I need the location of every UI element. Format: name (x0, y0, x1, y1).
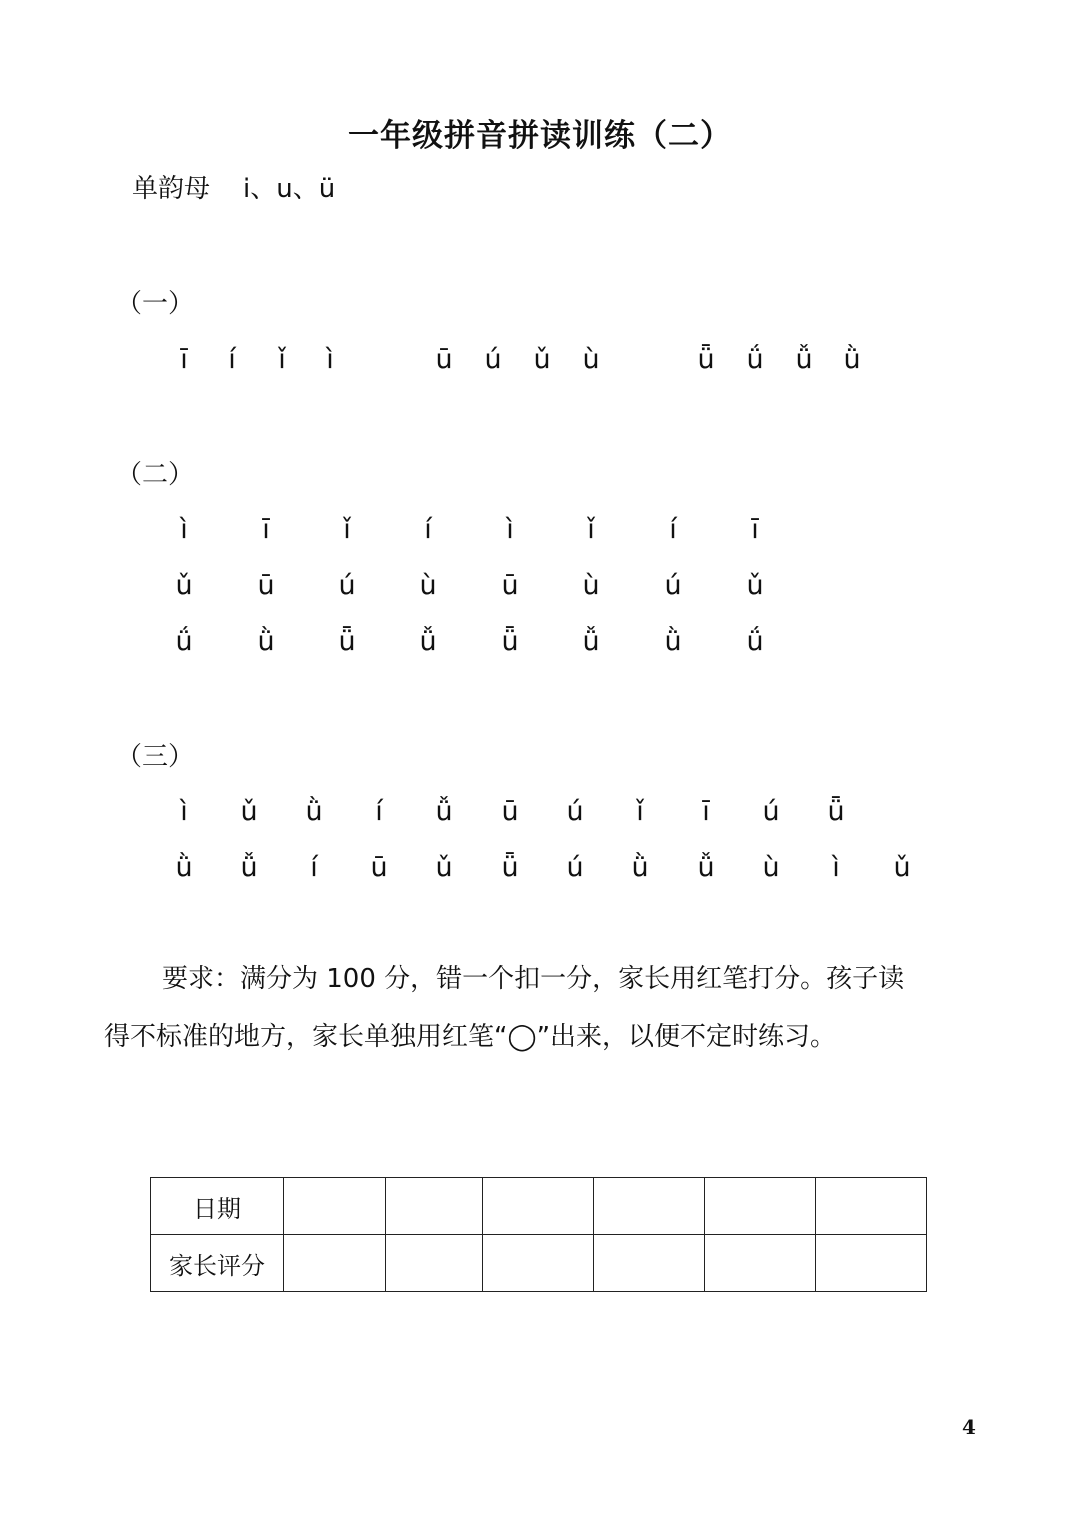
pinyin-syllable: ǚ (582, 626, 600, 657)
pinyin-syllable: ǜ (664, 626, 682, 657)
pinyin-syllable: ǜ (631, 852, 649, 883)
date-label: 日期 (151, 1178, 284, 1235)
pinyin-syllable: ǔ (893, 852, 911, 883)
score-cell[interactable] (483, 1235, 594, 1292)
pinyin-syllable: ì (506, 514, 514, 545)
pinyin-syllable: ú (566, 796, 584, 827)
date-cell[interactable] (816, 1178, 927, 1235)
pinyin-syllable: ǚ (419, 626, 437, 657)
score-row (151, 1235, 927, 1292)
section-label-1: （一） (116, 289, 195, 319)
pinyin-syllable: ǔ (240, 796, 258, 827)
date-cell[interactable] (483, 1178, 594, 1235)
score-cell[interactable] (705, 1235, 816, 1292)
pinyin-syllable: ǖ (697, 344, 715, 375)
pinyin-syllable: ǜ (175, 852, 193, 883)
pinyin-syllable: ǜ (843, 344, 861, 375)
score-table (150, 1177, 927, 1292)
pinyin-syllable: ǔ (746, 570, 764, 601)
pinyin-syllable: ǐ (343, 514, 351, 545)
pinyin-syllable: ì (180, 796, 188, 827)
subtitle: 单韵母 i、u、ü (132, 174, 336, 204)
pinyin-syllable: ǚ (697, 852, 715, 883)
pinyin-syllable: ú (338, 570, 356, 601)
requirement-line-1: 要求：满分为 100 分，错一个扣一分，家长用红笔打分。孩子读 (162, 964, 905, 994)
requirement-line-2: 得不标准的地方，家长单独用红笔“◯”出来，以便不定时练习。 (104, 1022, 837, 1052)
score-cell[interactable] (284, 1235, 386, 1292)
pinyin-syllable: í (375, 796, 383, 827)
page-title: 一年级拼音拼读训练（二） (348, 118, 732, 154)
pinyin-syllable: ī (751, 514, 759, 545)
pinyin-syllable: ǔ (435, 852, 453, 883)
date-cell[interactable] (386, 1178, 483, 1235)
pinyin-syllable: ǐ (636, 796, 644, 827)
pinyin-syllable: ú (664, 570, 682, 601)
pinyin-syllable: ū (370, 852, 388, 883)
pinyin-syllable: ī (262, 514, 270, 545)
pinyin-syllable: ǜ (257, 626, 275, 657)
pinyin-syllable: ú (566, 852, 584, 883)
pinyin-syllable: ǐ (278, 344, 286, 375)
pinyin-syllable: ǚ (435, 796, 453, 827)
score-cell[interactable] (594, 1235, 705, 1292)
pinyin-syllable: ǚ (240, 852, 258, 883)
date-row (151, 1178, 927, 1235)
date-cell[interactable] (705, 1178, 816, 1235)
pinyin-syllable: ǘ (746, 626, 764, 657)
date-cell[interactable] (594, 1178, 705, 1235)
pinyin-syllable: ū (501, 796, 519, 827)
pinyin-syllable: ǖ (827, 796, 845, 827)
pinyin-syllable: ǖ (501, 626, 519, 657)
page-number: 4 (962, 1415, 976, 1439)
pinyin-syllable: ǜ (305, 796, 323, 827)
pinyin-syllable: ǖ (338, 626, 356, 657)
pinyin-syllable: ǘ (175, 626, 193, 657)
pinyin-syllable: ú (762, 796, 780, 827)
pinyin-syllable: ǘ (746, 344, 764, 375)
pinyin-syllable: ǐ (587, 514, 595, 545)
pinyin-syllable: í (424, 514, 432, 545)
pinyin-syllable: ù (582, 570, 600, 601)
section-label-3: （三） (116, 742, 195, 772)
pinyin-syllable: ù (419, 570, 437, 601)
pinyin-syllable: ù (762, 852, 780, 883)
pinyin-syllable: ǚ (795, 344, 813, 375)
pinyin-syllable: í (310, 852, 318, 883)
pinyin-syllable: ǔ (175, 570, 193, 601)
pinyin-syllable: ù (582, 344, 600, 375)
score-cell[interactable] (816, 1235, 927, 1292)
score-label: 家长评分 (151, 1235, 284, 1292)
pinyin-syllable: ī (702, 796, 710, 827)
pinyin-syllable: ú (484, 344, 502, 375)
pinyin-syllable: ì (326, 344, 334, 375)
section-label-2: （二） (116, 460, 195, 490)
pinyin-syllable: ǔ (533, 344, 551, 375)
pinyin-syllable: ì (180, 514, 188, 545)
pinyin-syllable: í (669, 514, 677, 545)
pinyin-syllable: ū (501, 570, 519, 601)
score-cell[interactable] (386, 1235, 483, 1292)
pinyin-syllable: ū (435, 344, 453, 375)
pinyin-syllable: ǖ (501, 852, 519, 883)
pinyin-syllable: í (228, 344, 236, 375)
pinyin-syllable: ì (832, 852, 840, 883)
pinyin-syllable: ī (180, 344, 188, 375)
pinyin-syllable: ū (257, 570, 275, 601)
date-cell[interactable] (284, 1178, 386, 1235)
